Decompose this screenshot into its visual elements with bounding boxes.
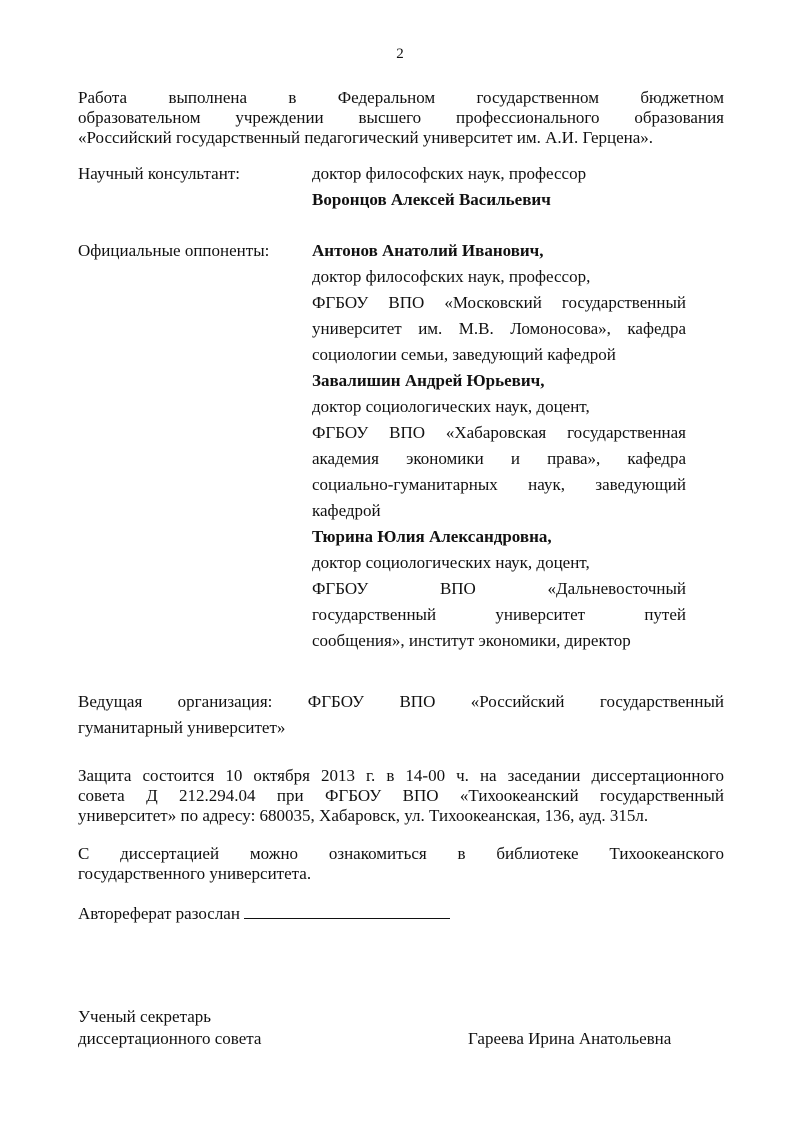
- leading-org-line: Ведущая организация: ФГБОУ ВПО «Российский государственный: [78, 692, 724, 711]
- opponent-affiliation-line: социологии семьи, заведующий кафедрой: [312, 345, 616, 364]
- page-number: 2: [396, 46, 404, 62]
- opponent-affiliation-line: университет им. М.В. Ломоносова», кафедра: [312, 319, 686, 338]
- opponent-affiliation-line: социально-гуманитарных наук, заведующий: [312, 475, 686, 494]
- library-line: государственного университета.: [78, 864, 312, 883]
- defense-paragraph: [78, 766, 724, 826]
- secretary-title-line: диссертационного совета: [78, 1029, 262, 1048]
- intro-paragraph: [78, 88, 724, 148]
- defense-line: Защита состоится 10 октября 2013 г. в 14-00 ч. на заседании диссертационного: [78, 766, 724, 785]
- abstract-sent-label: Автореферат разослан: [78, 904, 240, 923]
- abstract-sent-row: [78, 902, 724, 924]
- opponent-degree: доктор философских наук, профессор,: [312, 267, 591, 286]
- consultant-details: [312, 161, 686, 213]
- consultant-label: Научный консультант:: [78, 164, 240, 183]
- opponent-affiliation-line: ФГБОУ ВПО «Хабаровская государственная: [312, 423, 686, 442]
- opponent-affiliation-line: сообщения», институт экономики, директор: [312, 631, 631, 650]
- consultant-degree: доктор философских наук, профессор: [312, 164, 587, 183]
- defense-line: совета Д 212.294.04 при ФГБОУ ВПО «Тихоокеанский государственный: [78, 786, 724, 805]
- opponent-degree: доктор социологических наук, доцент,: [312, 553, 590, 572]
- opponents-label: Официальные оппоненты:: [78, 241, 270, 260]
- secretary-title: [78, 1006, 261, 1050]
- consultant-name: Воронцов Алексей Васильевич: [312, 190, 551, 209]
- defense-line: университет» по адресу: 680035, Хабаровск, ул. Тихоокеанская, 136, ауд. 315л.: [78, 806, 649, 825]
- library-line: С диссертацией можно ознакомиться в библиотеке Тихоокеанского: [78, 844, 724, 863]
- secretary-title-line: Ученый секретарь: [78, 1007, 212, 1026]
- date-blank-line: [244, 902, 450, 919]
- opponent-name: Антонов Анатолий Иванович,: [312, 241, 544, 260]
- opponents-list: [312, 238, 686, 654]
- opponent-affiliation-line: государственный университет путей: [312, 605, 686, 624]
- opponent-name: Завалишин Андрей Юрьевич,: [312, 371, 545, 390]
- opponent-affiliation-line: ФГБОУ ВПО «Дальневосточный: [312, 579, 686, 598]
- intro-line: Работа выполнена в Федеральном государственном бюджетном: [78, 88, 724, 107]
- opponent-degree: доктор социологических наук, доцент,: [312, 397, 590, 416]
- opponent-affiliation-line: академия экономики и права», кафедра: [312, 449, 686, 468]
- intro-line: образовательном учреждении высшего профессионального образования: [78, 108, 724, 127]
- secretary-name: Гареева Ирина Анатольевна: [468, 1029, 672, 1048]
- opponent-name: Тюрина Юлия Александровна,: [312, 527, 552, 546]
- leading-organization: [78, 689, 724, 741]
- opponent-affiliation-line: кафедрой: [312, 501, 381, 520]
- opponent-affiliation-line: ФГБОУ ВПО «Московский государственный: [312, 293, 686, 312]
- intro-line: «Российский государственный педагогический университет им. А.И. Герцена».: [78, 128, 654, 147]
- library-paragraph: [78, 844, 724, 884]
- leading-org-line: гуманитарный университет»: [78, 718, 286, 737]
